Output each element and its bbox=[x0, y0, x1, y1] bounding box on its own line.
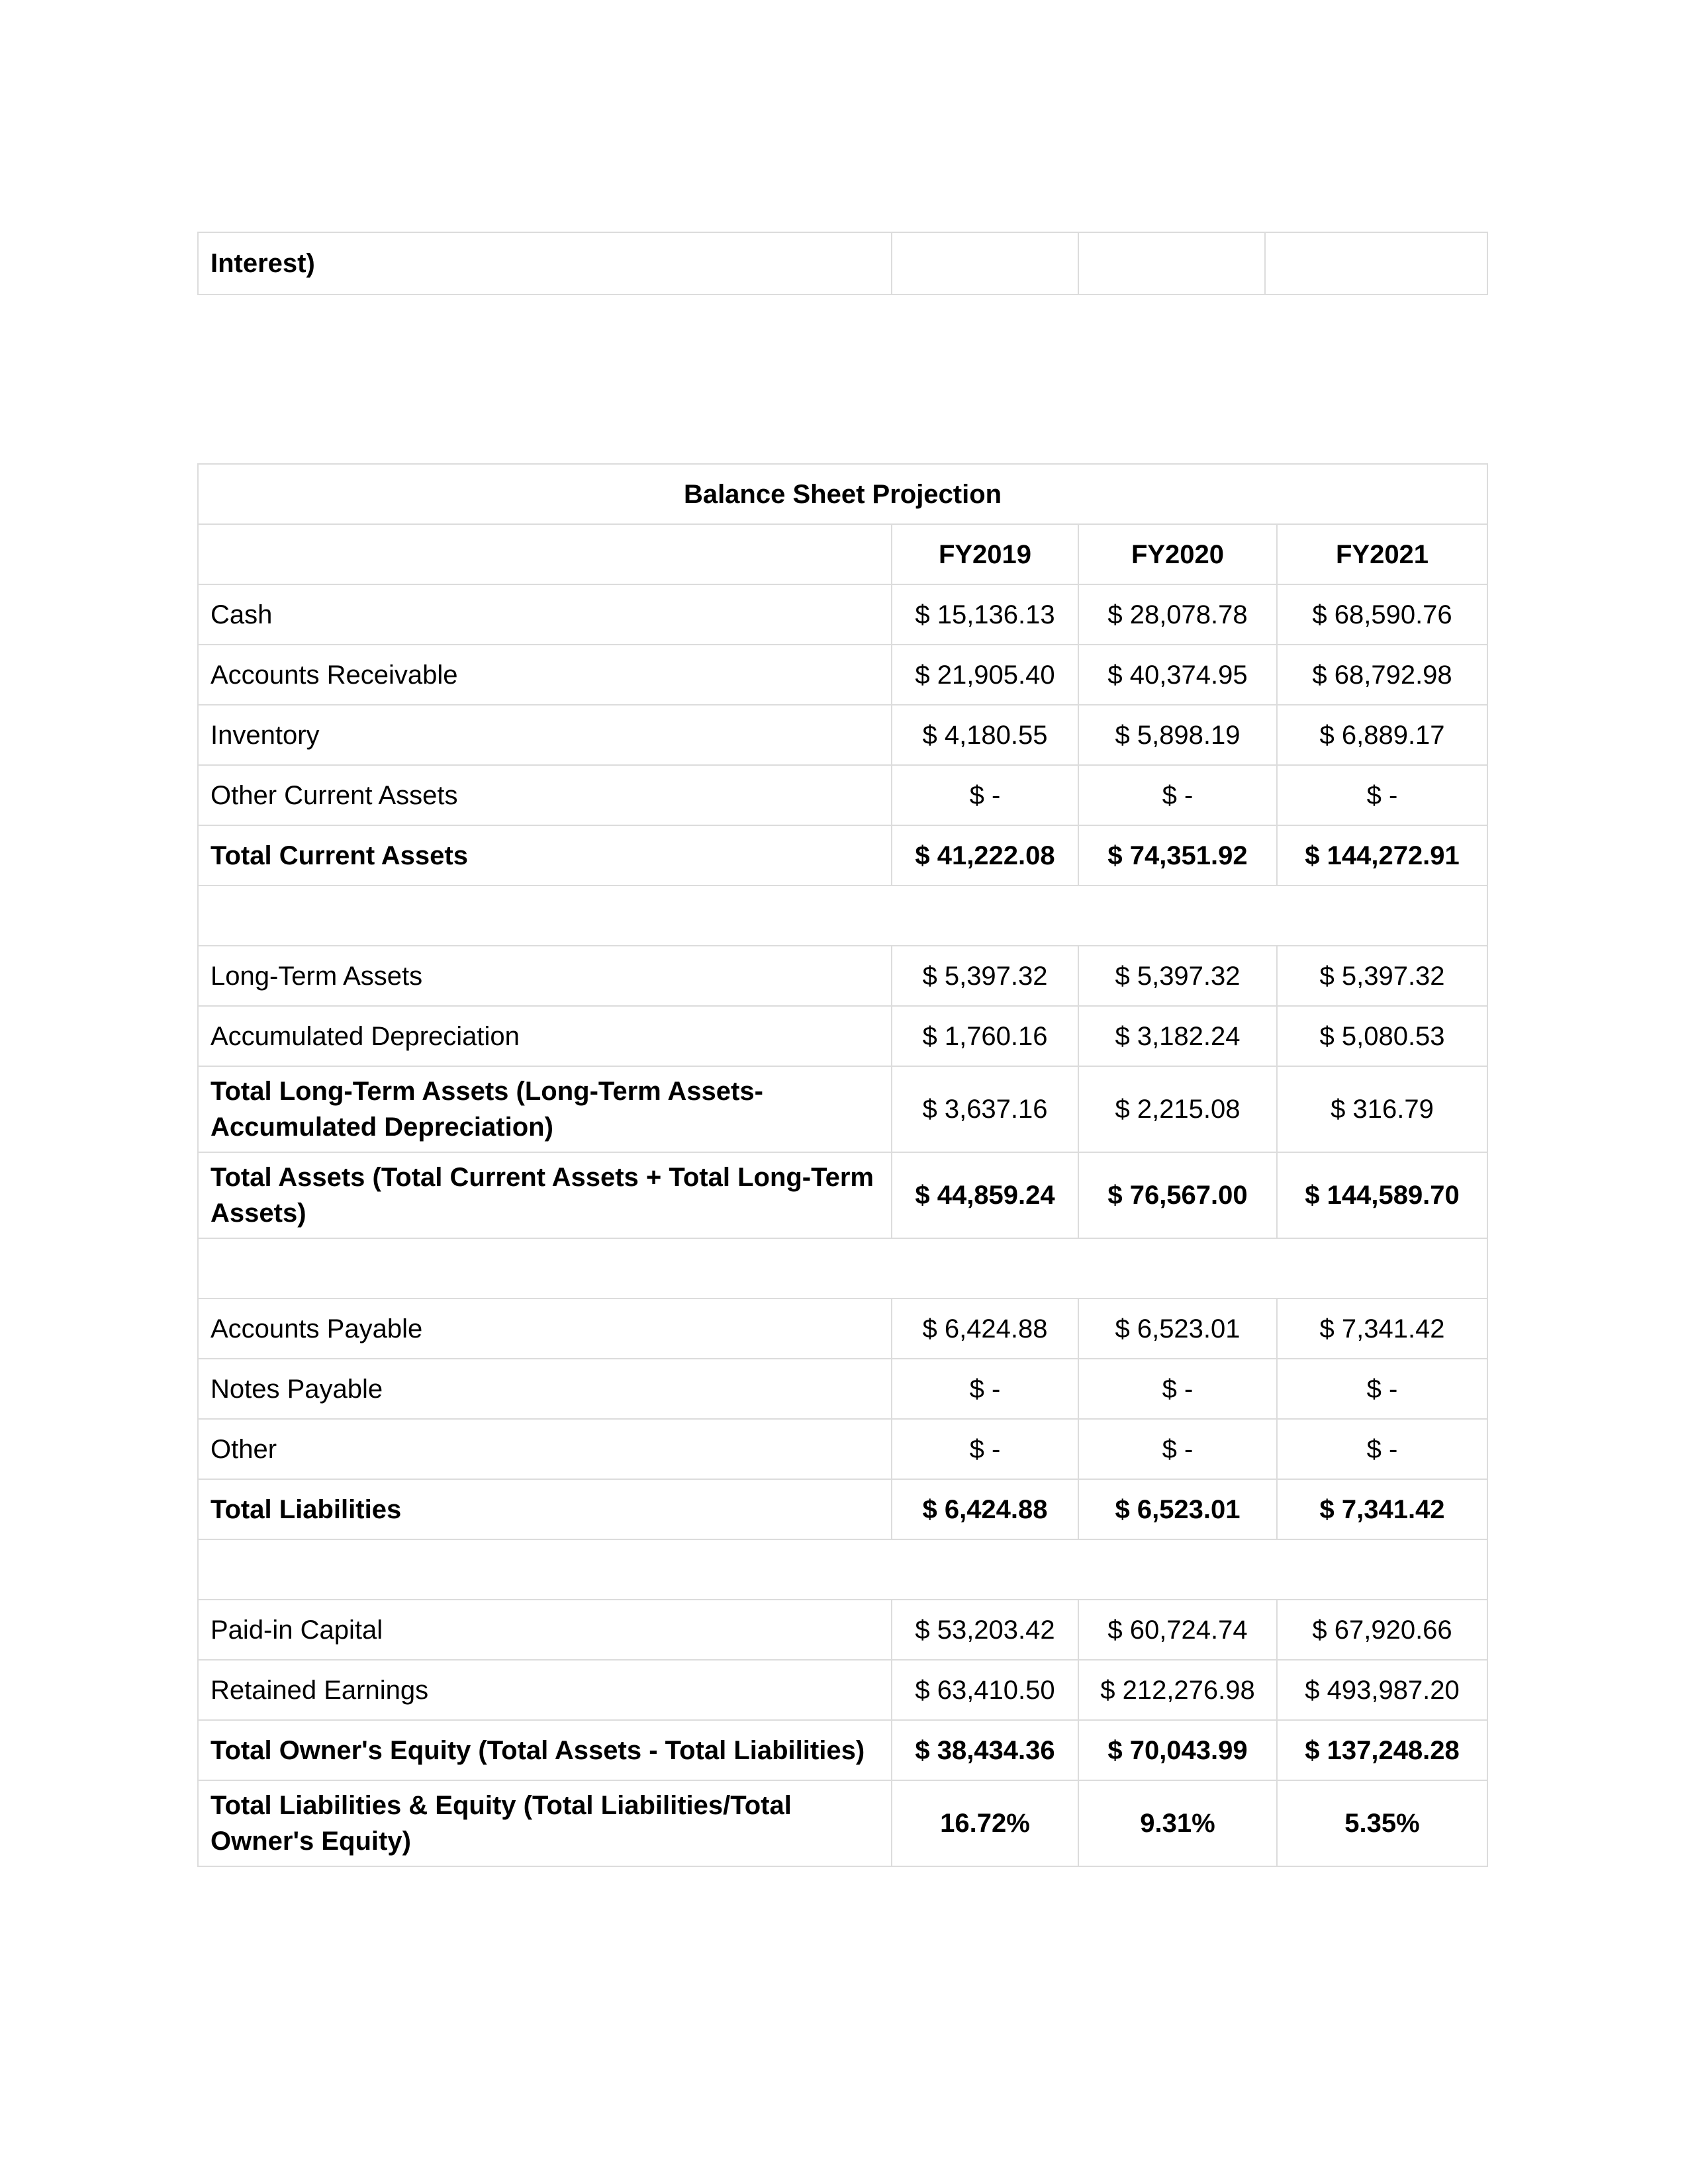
empty-cell bbox=[1265, 232, 1487, 295]
row-label: Cash bbox=[198, 584, 892, 645]
spacer-cell bbox=[198, 1238, 1487, 1298]
table-row bbox=[198, 1600, 1487, 1660]
value-cell: $ 493,987.20 bbox=[1277, 1660, 1487, 1720]
value-cell: $ 44,859.24 bbox=[892, 1152, 1078, 1238]
row-label: Accumulated Depreciation bbox=[198, 1006, 892, 1066]
value-cell: $ 5,397.32 bbox=[1277, 946, 1487, 1006]
row-label: Other bbox=[198, 1419, 892, 1479]
value-cell: 16.72% bbox=[892, 1780, 1078, 1866]
table-row bbox=[198, 584, 1487, 645]
row-label: Paid-in Capital bbox=[198, 1600, 892, 1660]
row-label: Long-Term Assets bbox=[198, 946, 892, 1006]
row-label: Interest) bbox=[198, 232, 892, 295]
table-title: Balance Sheet Projection bbox=[198, 464, 1487, 524]
value-cell: $ - bbox=[1277, 1419, 1487, 1479]
value-cell: $ 6,424.88 bbox=[892, 1479, 1078, 1539]
value-cell: $ - bbox=[892, 1359, 1078, 1419]
value-cell: $ - bbox=[1277, 765, 1487, 825]
balance-sheet-table bbox=[197, 463, 1488, 1867]
value-cell: $ 68,792.98 bbox=[1277, 645, 1487, 705]
value-cell: $ 41,222.08 bbox=[892, 825, 1078, 886]
year-header: FY2020 bbox=[1078, 524, 1277, 584]
value-cell: $ 212,276.98 bbox=[1078, 1660, 1277, 1720]
year-header: FY2021 bbox=[1277, 524, 1487, 584]
value-cell: $ - bbox=[892, 765, 1078, 825]
value-cell: $ 74,351.92 bbox=[1078, 825, 1277, 886]
spacer-row bbox=[198, 886, 1487, 946]
table-row bbox=[198, 946, 1487, 1006]
value-cell: $ 53,203.42 bbox=[892, 1600, 1078, 1660]
spacer-row bbox=[198, 1539, 1487, 1600]
total-row bbox=[198, 1720, 1487, 1780]
table-row bbox=[198, 645, 1487, 705]
header-empty-cell bbox=[198, 524, 892, 584]
empty-cell bbox=[1078, 232, 1265, 295]
table-row bbox=[198, 1006, 1487, 1066]
value-cell: $ 3,182.24 bbox=[1078, 1006, 1277, 1066]
value-cell: $ 63,410.50 bbox=[892, 1660, 1078, 1720]
table-title-row bbox=[198, 464, 1487, 524]
value-cell: $ 6,523.01 bbox=[1078, 1298, 1277, 1359]
value-cell: $ 2,215.08 bbox=[1078, 1066, 1277, 1152]
spacer-cell bbox=[198, 886, 1487, 946]
value-cell: $ - bbox=[1078, 1419, 1277, 1479]
value-cell: $ - bbox=[1277, 1359, 1487, 1419]
row-label: Notes Payable bbox=[198, 1359, 892, 1419]
value-cell: $ 70,043.99 bbox=[1078, 1720, 1277, 1780]
spacer-cell bbox=[198, 1539, 1487, 1600]
row-label: Total Current Assets bbox=[198, 825, 892, 886]
value-cell: $ 137,248.28 bbox=[1277, 1720, 1487, 1780]
value-cell: $ 76,567.00 bbox=[1078, 1152, 1277, 1238]
value-cell: $ 40,374.95 bbox=[1078, 645, 1277, 705]
value-cell: $ 7,341.42 bbox=[1277, 1479, 1487, 1539]
year-header: FY2019 bbox=[892, 524, 1078, 584]
continuation-table bbox=[197, 232, 1488, 295]
table-row bbox=[198, 1359, 1487, 1419]
value-cell: $ 60,724.74 bbox=[1078, 1600, 1277, 1660]
empty-cell bbox=[892, 232, 1078, 295]
value-cell: 5.35% bbox=[1277, 1780, 1487, 1866]
row-label: Total Long-Term Assets (Long-Term Assets-Accumulated Depreciation) bbox=[198, 1066, 892, 1152]
value-cell: 9.31% bbox=[1078, 1780, 1277, 1866]
value-cell: $ - bbox=[892, 1419, 1078, 1479]
row-label: Retained Earnings bbox=[198, 1660, 892, 1720]
row-label: Inventory bbox=[198, 705, 892, 765]
total-row bbox=[198, 1152, 1487, 1238]
value-cell: $ 316.79 bbox=[1277, 1066, 1487, 1152]
total-row bbox=[198, 1780, 1487, 1866]
table-row bbox=[198, 232, 1487, 295]
value-cell: $ 5,898.19 bbox=[1078, 705, 1277, 765]
value-cell: $ 7,341.42 bbox=[1277, 1298, 1487, 1359]
value-cell: $ 68,590.76 bbox=[1277, 584, 1487, 645]
value-cell: $ 3,637.16 bbox=[892, 1066, 1078, 1152]
value-cell: $ 4,180.55 bbox=[892, 705, 1078, 765]
value-cell: $ 5,397.32 bbox=[1078, 946, 1277, 1006]
value-cell: $ 6,424.88 bbox=[892, 1298, 1078, 1359]
value-cell: $ 28,078.78 bbox=[1078, 584, 1277, 645]
value-cell: $ 1,760.16 bbox=[892, 1006, 1078, 1066]
value-cell: $ - bbox=[1078, 1359, 1277, 1419]
value-cell: $ 144,589.70 bbox=[1277, 1152, 1487, 1238]
total-row bbox=[198, 825, 1487, 886]
value-cell: $ 38,434.36 bbox=[892, 1720, 1078, 1780]
table-row bbox=[198, 1298, 1487, 1359]
value-cell: $ 21,905.40 bbox=[892, 645, 1078, 705]
value-cell: $ 5,397.32 bbox=[892, 946, 1078, 1006]
spacer-row bbox=[198, 1238, 1487, 1298]
table-row bbox=[198, 1660, 1487, 1720]
total-row bbox=[198, 1479, 1487, 1539]
table-row bbox=[198, 765, 1487, 825]
row-label: Total Liabilities & Equity (Total Liabilities/Total Owner's Equity) bbox=[198, 1780, 892, 1866]
value-cell: $ 6,523.01 bbox=[1078, 1479, 1277, 1539]
row-label: Accounts Receivable bbox=[198, 645, 892, 705]
row-label: Total Assets (Total Current Assets + Total Long-Term Assets) bbox=[198, 1152, 892, 1238]
value-cell: $ 15,136.13 bbox=[892, 584, 1078, 645]
value-cell: $ 6,889.17 bbox=[1277, 705, 1487, 765]
value-cell: $ 5,080.53 bbox=[1277, 1006, 1487, 1066]
row-label: Accounts Payable bbox=[198, 1298, 892, 1359]
table-row bbox=[198, 1419, 1487, 1479]
value-cell: $ 144,272.91 bbox=[1277, 825, 1487, 886]
row-label: Other Current Assets bbox=[198, 765, 892, 825]
table-row bbox=[198, 1066, 1487, 1152]
value-cell: $ - bbox=[1078, 765, 1277, 825]
table-row bbox=[198, 705, 1487, 765]
row-label: Total Owner's Equity (Total Assets - Total Liabilities) bbox=[198, 1720, 892, 1780]
header-row bbox=[198, 524, 1487, 584]
row-label: Total Liabilities bbox=[198, 1479, 892, 1539]
value-cell: $ 67,920.66 bbox=[1277, 1600, 1487, 1660]
